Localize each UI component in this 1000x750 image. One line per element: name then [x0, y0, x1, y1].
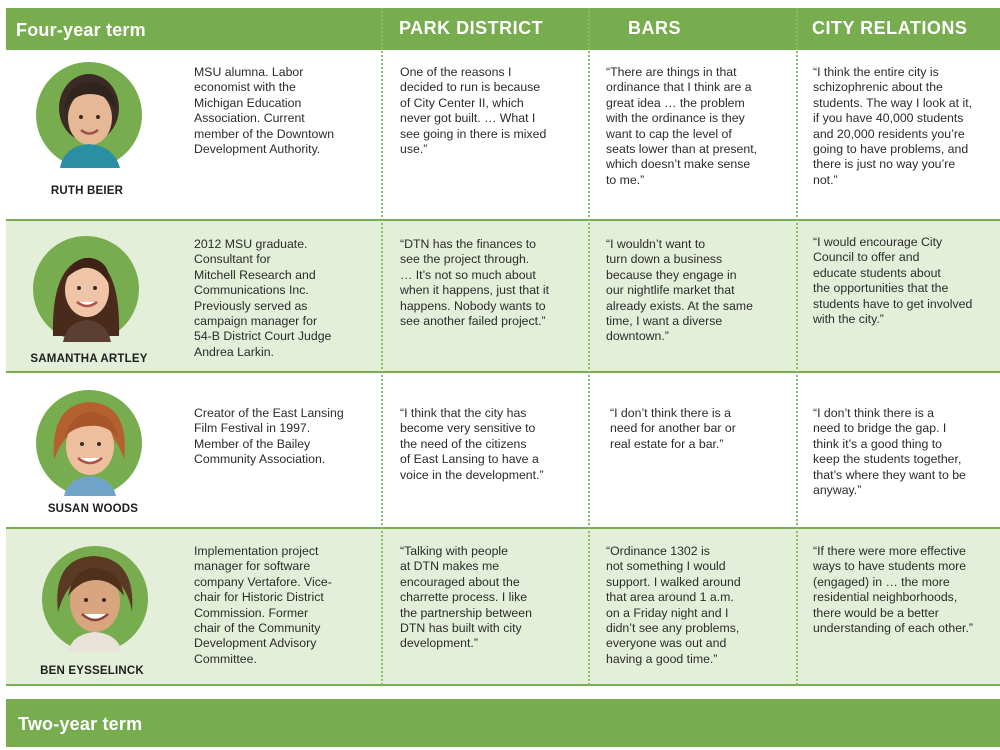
candidate-name: SAMANTHA ARTLEY [30, 353, 148, 365]
row-divider [6, 684, 1000, 686]
portrait-photo [42, 546, 148, 652]
row-divider [6, 371, 1000, 373]
bars-answer: “I wouldn’t want to turn down a business because they engage in our nightlife market that already exists. At the same time, I want a diverse downtown.” [606, 237, 753, 344]
portrait-photo [36, 390, 142, 496]
park-district-answer: “Talking with people at DTN makes me encouraged about the charrette process. I like the partnership between DTN has built with city development.” [400, 544, 532, 651]
park-district-answer: One of the reasons I decided to run is because of City Center II, which never got built. … What I see going in there is mixed use.” [400, 65, 547, 157]
candidate-bio: MSU alumna. Labor economist with the Michigan Education Association. Current member of the Downtown Development Authority. [194, 65, 335, 157]
bars-answer: “I don’t think there is a need for another bar or real estate for a bar.” [610, 406, 736, 451]
bars-answer: “There are things in that ordinance that I think are a great idea … the problem with the ordinance is they want to cap the level of seats lower than at present, which doesn’t make sense to me.” [606, 65, 758, 187]
column-header-park-district: PARK DISTRICT [399, 18, 544, 38]
city-relations-answer: “I don’t think there is a need to bridge the gap. I think it’s a good thing to keep the students together, that’s where they want to be anyway.” [813, 406, 966, 498]
section-title: Four-year term [16, 20, 146, 40]
candidate-bio: 2012 MSU graduate. Consultant for Mitchell Research and Communications Inc. Previously served as campaign manager for 54-B District Court Judge Andrea Larkin. [194, 237, 332, 359]
city-relations-answer: “I think the entire city is schizophrenic about the students. The way I look at it, if you have 40,000 students and 20,000 residents you’re going to have problems, and there is just no way you’re not.” [813, 65, 973, 187]
column-divider [381, 8, 383, 685]
column-divider [588, 8, 590, 685]
candidate-name: RUTH BEIER [50, 185, 124, 197]
city-relations-answer: “I would encourage City Council to offer and educate students about the opportunities that the students have to get involved with the city.” [813, 235, 973, 327]
bars-answer: “Ordinance 1302 is not something I would support. I walked around that area around 1 a.m. on a Friday night and I didn’t see any problems, everyone was out and having a good time.” [606, 544, 741, 666]
candidate-name: SUSAN WOODS [47, 503, 139, 515]
column-header-bars: BARS [628, 18, 682, 38]
column-header-city-relations: CITY RELATIONS [812, 18, 968, 38]
park-district-answer: “DTN has the finances to see the project through. … It’s not so much about when it happens, just that it happens. Nobody wants to see another failed project.” [400, 237, 550, 329]
section-title: Two-year term [18, 714, 143, 734]
column-divider [796, 8, 798, 685]
park-district-answer: “I think that the city has become very sensitive to the need of the citizens of East Lansing to have a voice in the development.” [400, 406, 544, 482]
candidate-bio: Creator of the East Lansing Film Festival in 1997. Member of the Bailey Community Association. [194, 406, 344, 467]
city-relations-answer: “If there were more effective ways to have students more (engaged) in … the more residential neighborhoods, there would be a better understanding of each other.” [813, 544, 973, 636]
candidate-name: BEN EYSSELINCK [40, 665, 144, 677]
row-divider [6, 527, 1000, 529]
candidate-bio: Implementation project manager for software company Vertafore. Vice- chair for Historic District Commission. Former chair of the Community Development Advisory Committee. [194, 544, 332, 666]
header-band [6, 8, 1000, 50]
row-divider [6, 219, 1000, 221]
portrait-photo [36, 62, 142, 168]
portrait-photo [33, 236, 139, 342]
footer-band [6, 699, 1000, 747]
